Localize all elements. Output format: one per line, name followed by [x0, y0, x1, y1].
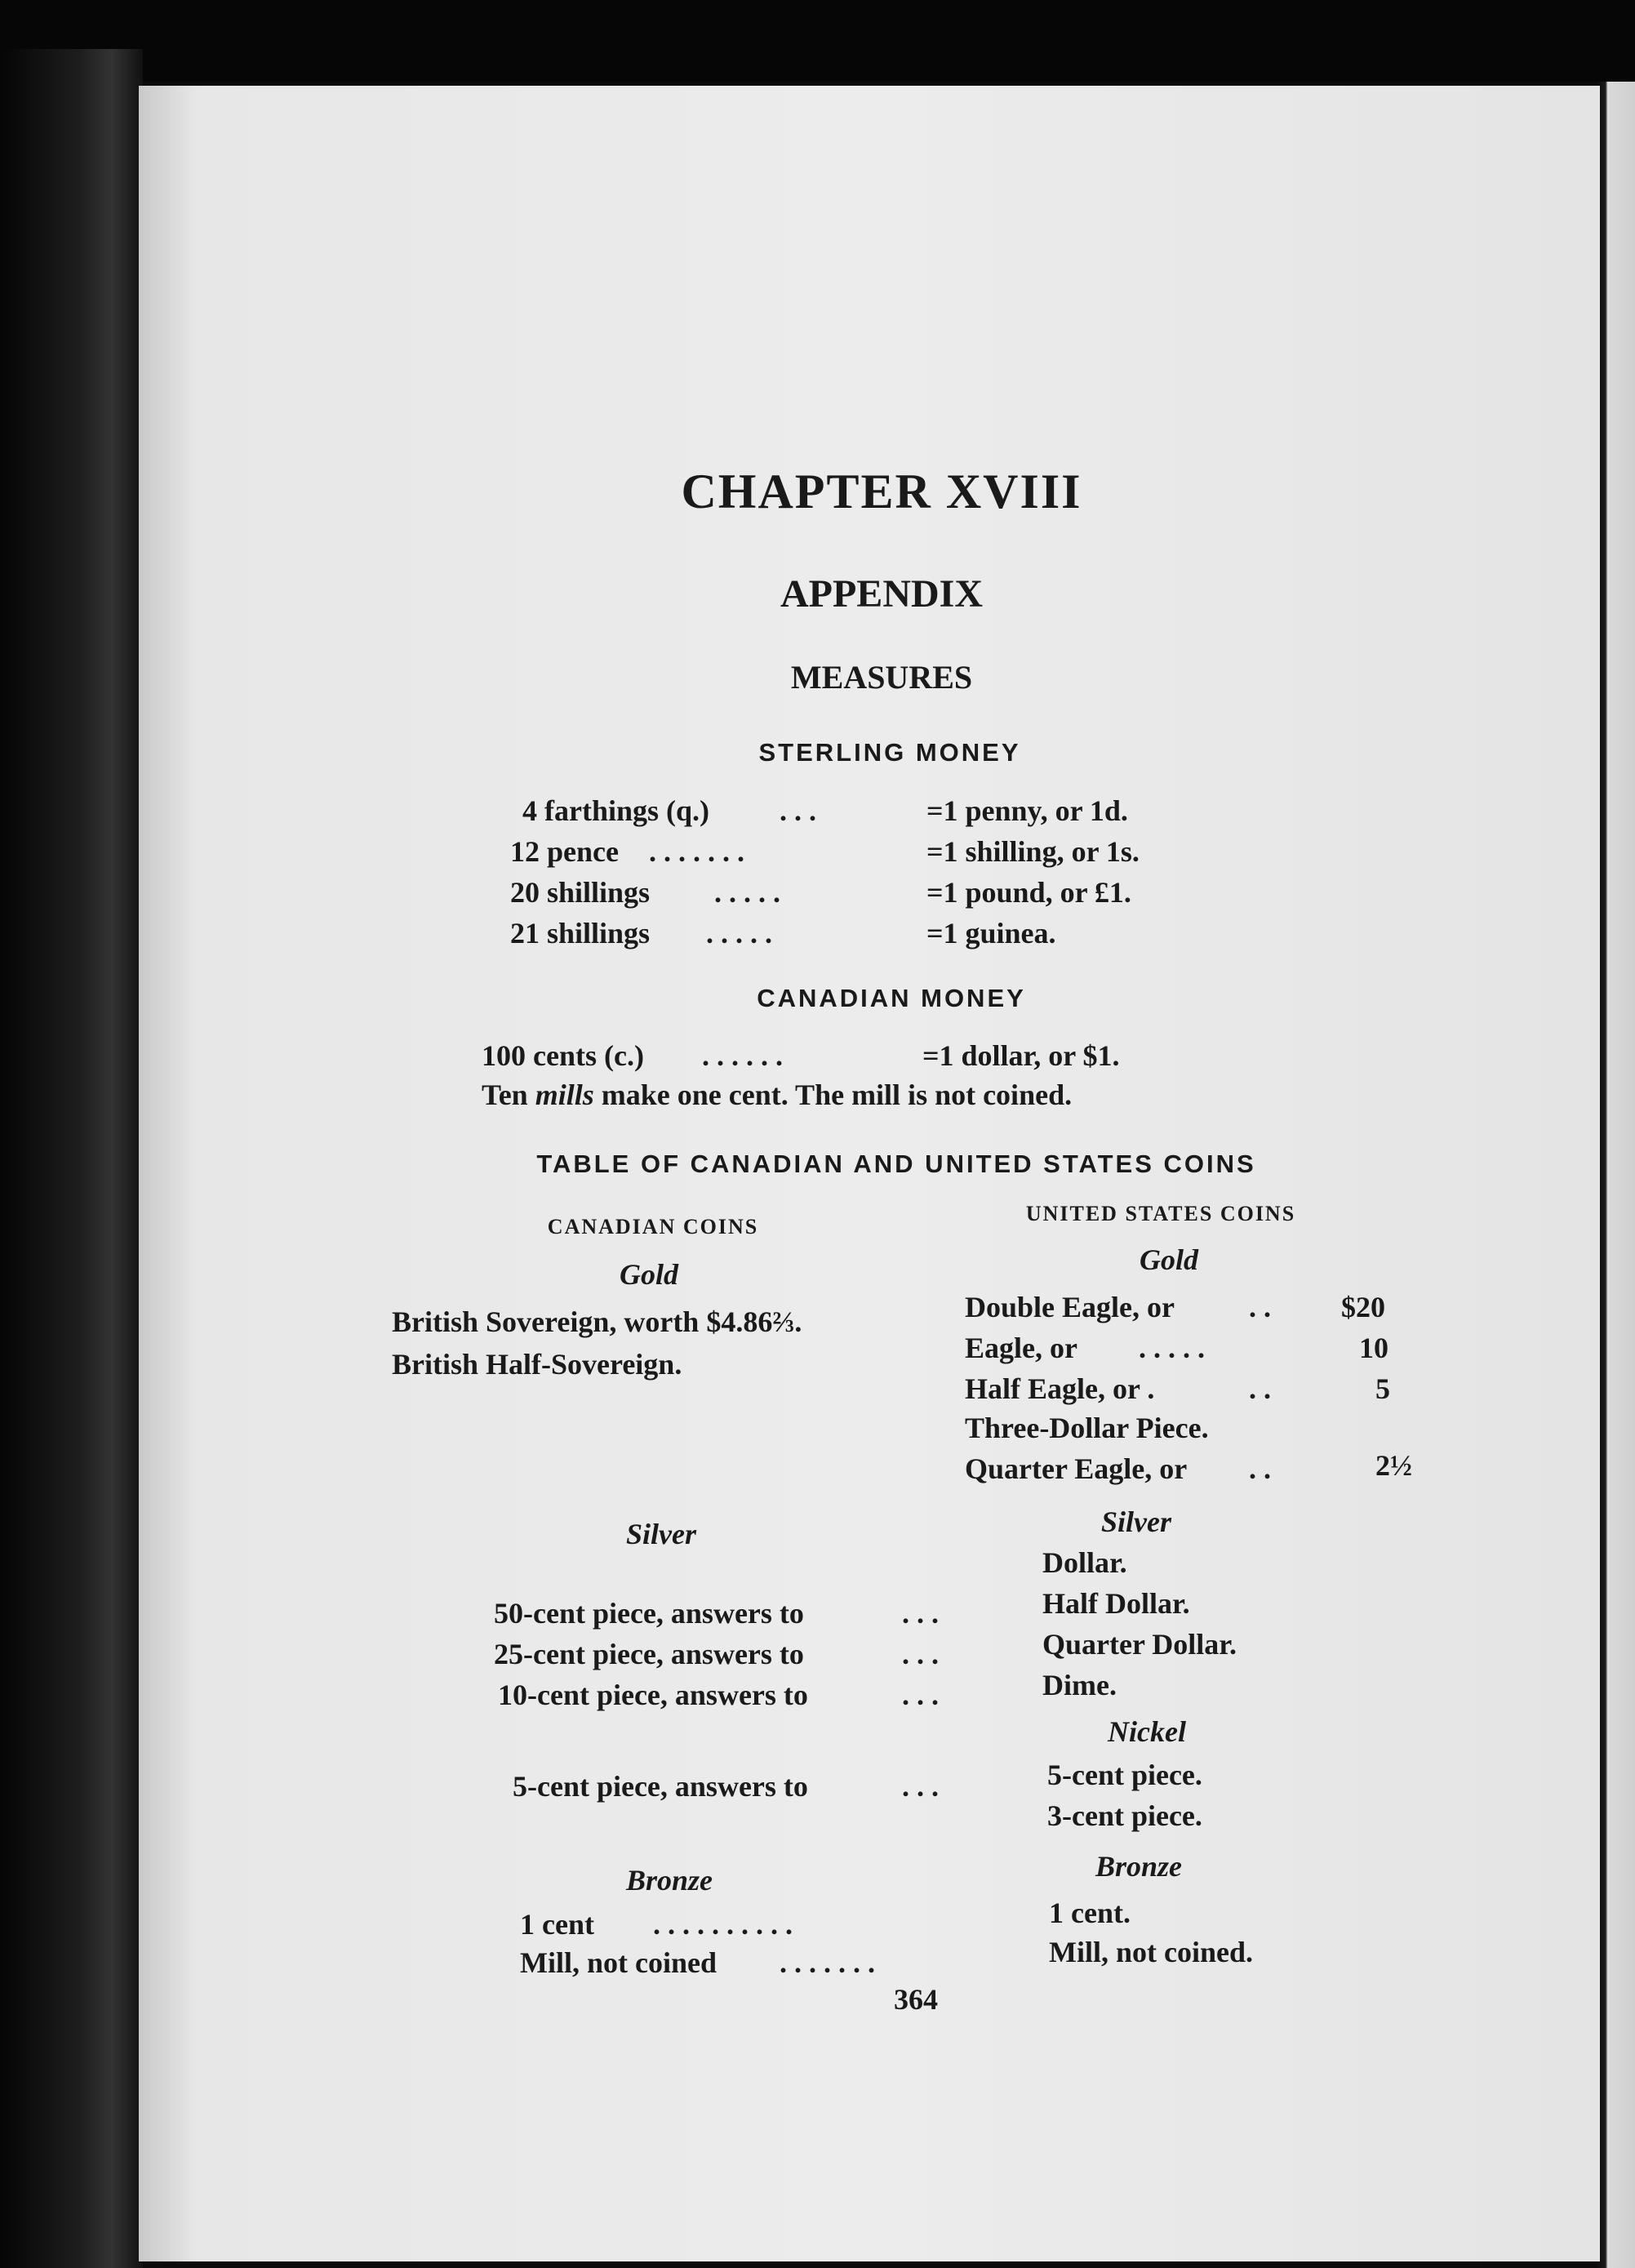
mill-note-italic: mills: [535, 1078, 594, 1111]
us-gold-name: Half Eagle, or .: [965, 1372, 1155, 1405]
us-gold-value: 10: [1359, 1332, 1388, 1364]
page-number: 364: [894, 1983, 938, 2016]
us-gold-value: $20: [1341, 1291, 1385, 1323]
leader-dots: . . . . .: [714, 876, 780, 909]
sterling-row-left: 21 shillings: [510, 917, 651, 949]
sterling-row-right: =1 shilling, or 1s.: [926, 835, 1140, 868]
leader-dots: . . .: [902, 1679, 939, 1711]
canadian-money-heading: CANADIAN MONEY: [757, 984, 1026, 1012]
canadian-bronze-label: Bronze: [625, 1864, 713, 1897]
us-silver-label: Silver: [1101, 1505, 1171, 1538]
canadian-silver-item: 10-cent piece, answers to: [498, 1679, 808, 1711]
canadian-gold-item: British Sovereign, worth $4.86⅔.: [392, 1305, 802, 1338]
us-gold-name: Quarter Eagle, or: [965, 1452, 1188, 1485]
sterling-row-left: 4 farthings (q.): [522, 794, 710, 827]
sterling-row-right: =1 guinea.: [926, 917, 1056, 949]
leader-dots: . .: [1249, 1291, 1271, 1323]
us-bronze-item: 1 cent.: [1049, 1897, 1131, 1929]
sterling-heading: STERLING MONEY: [758, 738, 1021, 767]
leader-dots: . .: [1249, 1452, 1271, 1485]
leader-dots: . . .: [780, 794, 816, 827]
us-silver-item: Dime.: [1042, 1669, 1117, 1701]
us-gold-value: 5: [1375, 1372, 1390, 1405]
us-gold-label: Gold: [1140, 1243, 1198, 1276]
canadian-coins-header: CANADIAN COINS: [547, 1215, 759, 1239]
appendix-title: APPENDIX: [780, 572, 983, 616]
canadian-gold-item: British Half-Sovereign.: [392, 1348, 682, 1381]
scan-binding-edge: [0, 49, 143, 2268]
leader-dots: . . . . .: [1139, 1332, 1205, 1364]
leader-dots: . . .: [902, 1638, 939, 1670]
leader-dots: . . .: [902, 1597, 939, 1630]
us-gold-value: 2½: [1375, 1449, 1412, 1482]
leader-dots: . . . . . .: [702, 1039, 783, 1072]
sterling-row-right: =1 pound, or £1.: [926, 876, 1131, 909]
mill-note-part: make one cent. The mill is not coined.: [593, 1078, 1073, 1111]
us-silver-item: Dollar.: [1042, 1546, 1127, 1579]
mill-note: [482, 1078, 1072, 1112]
measures-title: MEASURES: [790, 659, 973, 696]
us-silver-item: Half Dollar.: [1042, 1587, 1190, 1620]
canadian-silver-item: 50-cent piece, answers to: [494, 1597, 804, 1630]
leader-dots: . . . . . . .: [649, 835, 744, 868]
us-gold-name: Three-Dollar Piece.: [965, 1412, 1209, 1444]
sterling-row-right: =1 penny, or 1d.: [926, 794, 1128, 827]
us-nickel-item: 3-cent piece.: [1047, 1799, 1202, 1832]
us-coins-header: UNITED STATES COINS: [1025, 1202, 1296, 1225]
chapter-title: CHAPTER XVIII: [681, 465, 1082, 518]
canadian-money-right: =1 dollar, or $1.: [922, 1039, 1120, 1072]
us-gold-name: Double Eagle, or: [965, 1291, 1175, 1323]
us-silver-item: Quarter Dollar.: [1042, 1628, 1237, 1661]
leader-dots: . .: [1249, 1372, 1271, 1405]
leader-dots: . . . . . . . . . .: [653, 1908, 793, 1941]
leader-dots: . . . . .: [706, 917, 772, 949]
scan-top-border: [0, 0, 1635, 82]
leader-dots: . . .: [902, 1770, 939, 1803]
canadian-bronze-item: 1 cent: [520, 1908, 594, 1941]
sterling-row-left: 20 shillings: [510, 876, 651, 909]
canadian-gold-label: Gold: [620, 1258, 678, 1291]
leader-dots: . . . . . . .: [780, 1946, 875, 1979]
canadian-bronze-item: Mill, not coined: [520, 1946, 717, 1979]
canadian-silver-label: Silver: [626, 1518, 696, 1550]
sterling-row-left: 12 pence: [510, 835, 619, 868]
canadian-money-left: 100 cents (c.): [482, 1039, 644, 1072]
mill-note-part: Ten: [482, 1078, 535, 1111]
us-bronze-item: Mill, not coined.: [1049, 1936, 1253, 1968]
coins-table-heading: TABLE OF CANADIAN AND UNITED STATES COINS: [536, 1150, 1256, 1178]
canadian-nickel-item: 5-cent piece, answers to: [513, 1770, 808, 1803]
scan-right-edge: [1596, 82, 1635, 2268]
us-nickel-item: 5-cent piece.: [1047, 1759, 1202, 1791]
us-nickel-label: Nickel: [1108, 1715, 1186, 1748]
canadian-silver-item: 25-cent piece, answers to: [494, 1638, 804, 1670]
us-gold-name: Eagle, or: [965, 1332, 1077, 1364]
us-bronze-label: Bronze: [1095, 1850, 1183, 1883]
